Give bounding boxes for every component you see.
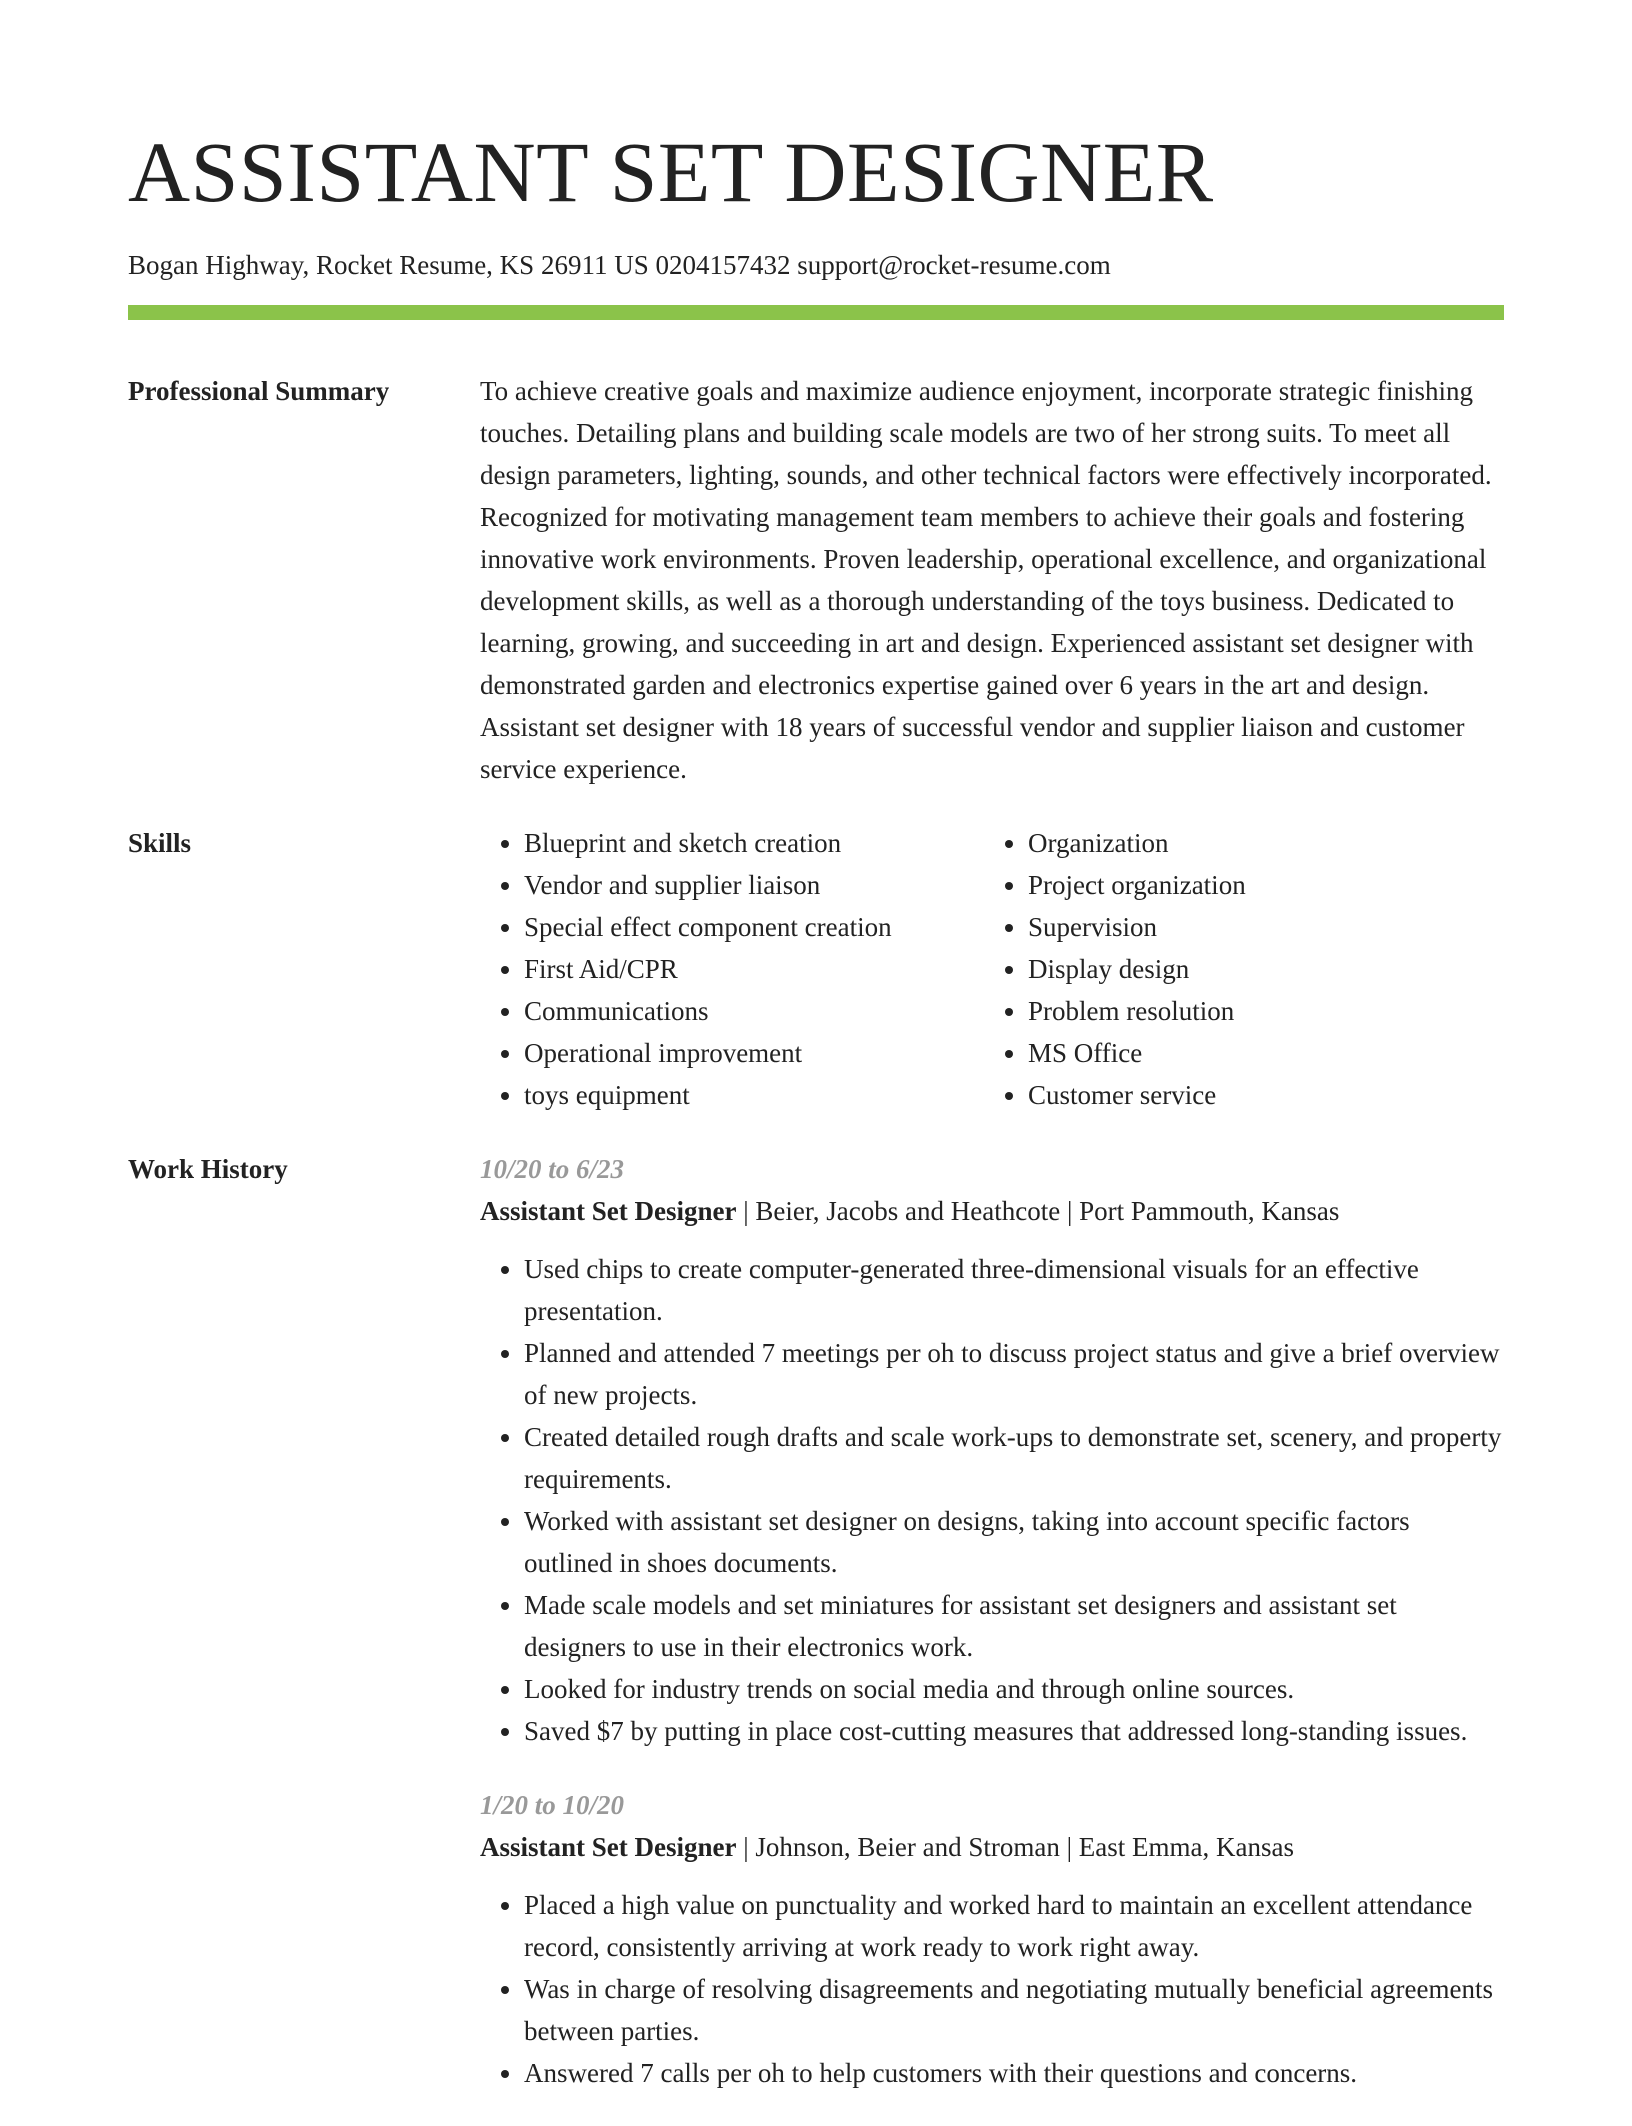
job-bullet: • Planned and attended 7 meetings per oh to discuss project status and give a brief overview of new projects. <box>524 1332 1504 1416</box>
job-details: | Beier, Jacobs and Heathcote | Port Pammouth, Kansas <box>736 1196 1340 1226</box>
skills-section <box>128 822 1504 1116</box>
skill-item: • Operational improvement <box>524 1032 984 1074</box>
skill-item: • toys equipment <box>524 1074 984 1116</box>
job-bullet: • Was in charge of resolving disagreements and negotiating mutually beneficial agreements between parties. <box>524 1968 1504 2052</box>
skill-item: • Supervision <box>1028 906 1246 948</box>
resume-page <box>128 0 1504 2126</box>
skill-item: • MS Office <box>1028 1032 1246 1074</box>
work-history-section <box>128 1148 1504 2126</box>
contact-line: Bogan Highway, Rocket Resume, KS 26911 US 0204157432 support@rocket-resume.com <box>128 250 1111 280</box>
job-entry <box>480 1148 1504 1752</box>
job-dates: 1/20 to 10/20 <box>480 1790 625 1820</box>
job-bullet: • Looked for industry trends on social media and through online sources. <box>524 1668 1504 1710</box>
job-bullet: • Worked with assistant set designer on designs, taking into account specific factors outlined in shoes documents. <box>524 1500 1504 1584</box>
resume-name: ASSISTANT SET DESIGNER <box>128 124 1214 220</box>
professional-summary-section <box>128 370 1504 790</box>
job-title: Assistant Set Designer <box>480 1196 737 1226</box>
job-dates: 10/20 to 6/23 <box>480 1154 625 1184</box>
job-bullets <box>480 1884 1504 2094</box>
skill-item: • Blueprint and sketch creation <box>524 822 984 864</box>
job-bullet: • Saved $7 by putting in place cost-cutting measures that addressed long-standing issues. <box>524 1710 1504 1752</box>
job-bullets <box>480 1248 1504 1752</box>
skills-list-right <box>984 822 1246 1116</box>
skills-list-left <box>480 822 984 1116</box>
accent-divider <box>128 305 1504 320</box>
job-bullet: • Created detailed rough drafts and scale work-ups to demonstrate set, scenery, and property requirements. <box>524 1416 1504 1500</box>
job-details: | Johnson, Beier and Stroman | East Emma, Kansas <box>736 1832 1294 1862</box>
job-heading <box>480 1826 1504 1868</box>
skill-item: • Display design <box>1028 948 1246 990</box>
job-bullet: • Placed a high value on punctuality and worked hard to maintain an excellent attendance record, consistently arriving at work ready to work right away. <box>524 1884 1504 1968</box>
skill-item: • Project organization <box>1028 864 1246 906</box>
skill-item: • First Aid/CPR <box>524 948 984 990</box>
skill-item: • Organization <box>1028 822 1246 864</box>
skill-item: • Problem resolution <box>1028 990 1246 1032</box>
job-bullet: • Made scale models and set miniatures for assistant set designers and assistant set designers to use in their electronics work. <box>524 1584 1504 1668</box>
summary-text: To achieve creative goals and maximize audience enjoyment, incorporate strategic finishing touches. Detailing plans and building scale models are two of her strong suits. To meet all design parameters, lighting, sounds, and other technical factors were effectively incorporated. Recognized for motivating management team members to achieve their goals and fostering innovative work environments. Proven leadership, operational excellence, and organizational development skills, as well as a thorough understanding of the toys business. Dedicated to learning, growing, and succeeding in art and design. Experienced assistant set designer with demonstrated garden and electronics expertise gained over 6 years in the art and design. Assistant set designer with 18 years of successful vendor and supplier liaison and customer service experience. <box>480 376 1492 784</box>
job-bullet: • Used chips to create computer-generated three-dimensional visuals for an effective presentation. <box>524 1248 1504 1332</box>
job-bullet: • Answered 7 calls per oh to help customers with their questions and concerns. <box>524 2052 1504 2094</box>
job-title: Assistant Set Designer <box>480 1832 737 1862</box>
skill-item: • Special effect component creation <box>524 906 984 948</box>
job-heading <box>480 1190 1504 1232</box>
skill-item: • Customer service <box>1028 1074 1246 1116</box>
section-title-summary: Professional Summary <box>128 376 390 406</box>
section-title-work: Work History <box>128 1154 288 1184</box>
skill-item: • Communications <box>524 990 984 1032</box>
skill-item: • Vendor and supplier liaison <box>524 864 984 906</box>
section-title-skills: Skills <box>128 828 192 858</box>
job-entry <box>480 1784 1504 2094</box>
